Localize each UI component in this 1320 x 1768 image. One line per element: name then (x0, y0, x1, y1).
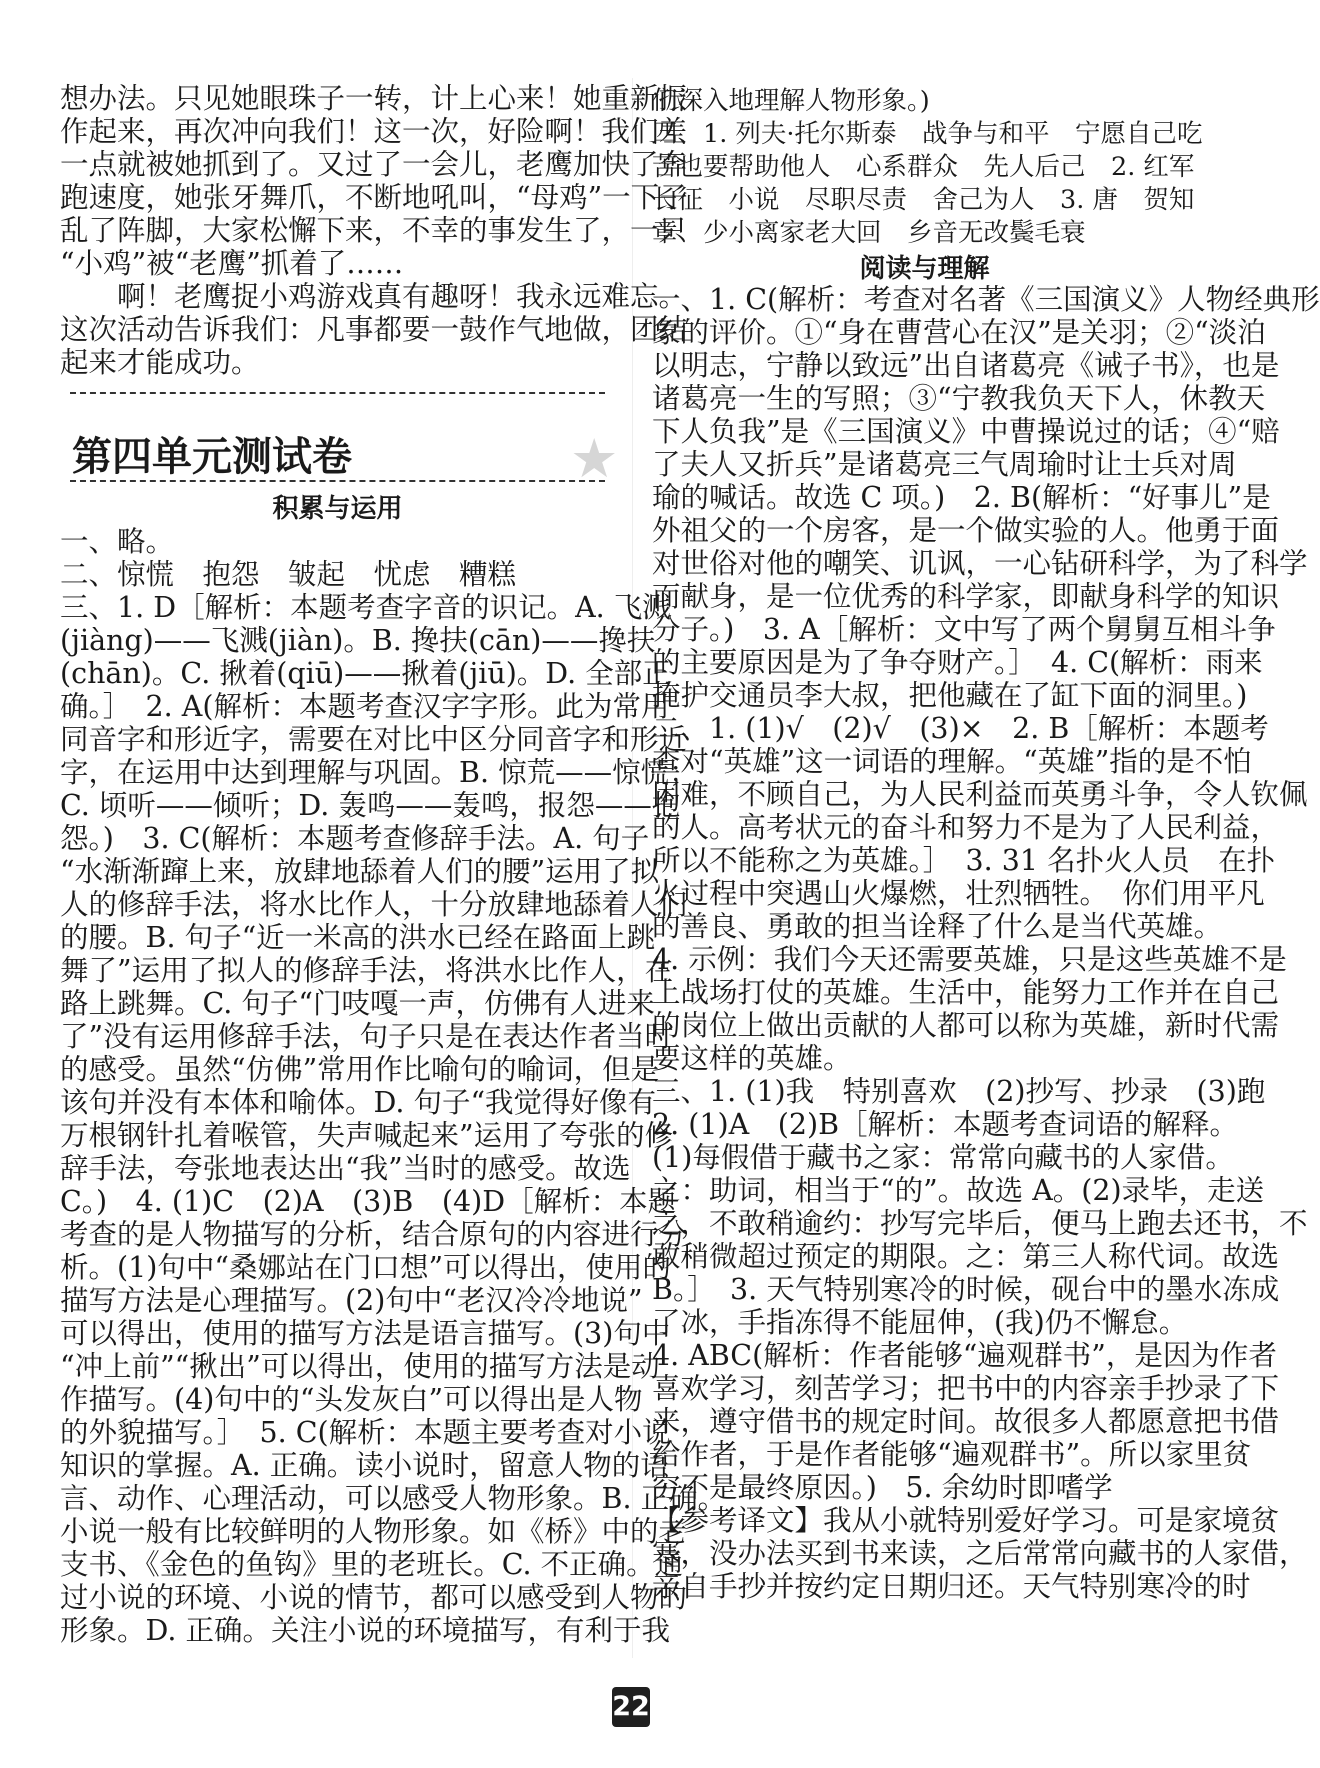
text-line: 喜欢学习，刻苦学习；把书中的内容亲手抄录了下 (652, 1372, 1280, 1405)
text-line: 知识的掌握。A. 正确。读小说时，留意人物的语 (60, 1449, 669, 1482)
text-line: 诸葛亮一生的写照；③“宁教我负天下人，休教天 (652, 382, 1266, 415)
text-line: 过小说的环境、小说的情节，都可以感受到人物的 (60, 1581, 688, 1614)
unit-title: 第四单元测试卷 (72, 434, 352, 480)
text-line: 描写方法是心理描写。(2)句中“老汉冷冷地说” (60, 1284, 643, 1317)
text-line: 人的修辞手法，将水比作人，十分放肆地舔着人们 (60, 888, 688, 921)
text-line: 一点就被她抓到了。又过了一会儿，老鹰加快了奔 (60, 148, 688, 181)
text-line: 了夫人又折兵”是诸葛亮三气周瑜时让士兵对周 (652, 448, 1237, 481)
text-line: 的善良、勇敢的担当诠释了什么是当代英雄。 (652, 910, 1223, 943)
text-line: 的感受。虽然“仿佛”常用作比喻句的喻词，但是 (60, 1053, 660, 1086)
text-line: 来，遵守借书的规定时间。故很多人都愿意把书借 (652, 1405, 1280, 1438)
text-line: 章 少小离家老大回 乡音无改鬓毛衰 (652, 218, 1086, 248)
text-line: 二、惊慌 抱怨 皱起 忧虑 糟糕 (60, 558, 517, 591)
text-line: 要这样的英雄。 (652, 1042, 852, 1075)
text-line: 2. (1)A (2)B［解析：本题考查词语的解释。 (652, 1108, 1239, 1141)
text-line: 的人。高考状元的奋斗和努力不是为了人民利益， (652, 811, 1280, 844)
text-line: 一、略。 (60, 525, 175, 558)
page-number: 22 (612, 1687, 650, 1727)
text-line: “水渐渐蹿上来，放肆地舔着人们的腰”运用了拟 (60, 855, 660, 888)
text-line: 【参考译文】我从小就特别爱好学习。可是家境贫 (652, 1504, 1280, 1537)
text-line: 而献身，是一位优秀的科学家，即献身科学的知识 (652, 580, 1280, 613)
text-line: 析。(1)句中“桑娜站在门口想”可以得出，使用的 (60, 1251, 672, 1284)
text-line: 敢稍微超过预定的期限。之：第三人称代词。故选 (652, 1240, 1280, 1273)
dashed-divider (70, 480, 605, 482)
text-line: 作起来，再次冲向我们！这一次，好险啊！我们差 (60, 115, 688, 148)
text-line: 火过程中突遇山火爆燃，壮烈牺牲。 你们用平凡 (652, 877, 1265, 910)
text-line: 穷不是最终原因。) 5. 余幼时即嗜学 (652, 1471, 1113, 1504)
text-line: 4. 示例：我们今天还需要英雄，只是这些英雄不是 (652, 943, 1287, 976)
text-line: 三、1. (1)我 特别喜欢 (2)抄写、抄录 (3)跑 (652, 1075, 1266, 1108)
text-line: 掩护交通员李大叔，把他藏在了缸下面的洞里。) (652, 679, 1248, 712)
text-line: 考查的是人物描写的分析，结合原句的内容进行分 (60, 1218, 688, 1251)
text-line: 所以不能称之为英雄。］ 3. 31 名扑火人员 在扑 (652, 844, 1276, 877)
text-line: 确。］ 2. A(解析：本题考查汉字字形。此为常用 (60, 690, 670, 723)
text-line: 苦也要帮助他人 心系群众 先人后己 2. 红军 (652, 152, 1195, 182)
text-line: 了冰，手指冻得不能屈伸，(我)仍不懈怠。 (652, 1306, 1188, 1339)
text-line: (1)每假借于藏书之家：常常向藏书的人家借。 (652, 1141, 1234, 1174)
text-line: C。) 4. (1)C (2)A (3)B (4)D［解析：本题 (60, 1185, 677, 1218)
text-line: 作描写。(4)句中的“头发灰白”可以得出是人物 (60, 1383, 643, 1416)
dashed-divider (70, 392, 605, 394)
text-line: 分子。) 3. A［解析：文中写了两个舅舅互相斗争 (652, 613, 1276, 646)
text-line: 查对“英雄”这一词语的理解。“英雄”指的是不怕 (652, 745, 1252, 778)
text-line: 形象。D. 正确。关注小说的环境描写，有利于我 (60, 1614, 670, 1647)
text-line: 可以得出，使用的描写方法是语言描写。(3)句中 (60, 1317, 671, 1350)
text-line: 怨。) 3. C(解析：本题考查修辞手法。A. 句子 (60, 822, 650, 855)
text-line: 支书、《金色的鱼钩》里的老班长。C. 不正确。通 (60, 1548, 684, 1581)
text-line: 啊！老鹰捉小鸡游戏真有趣呀！我永远难忘。 (60, 280, 688, 313)
text-line: B。］ 3. 天气特别寒冷的时候，砚台中的墨水冻成 (652, 1273, 1280, 1306)
text-line: 瑜的喊话。故选 C 项。) 2. B(解析：“好事儿”是 (652, 481, 1271, 514)
text-line: 的主要原因是为了争夺财产。］ 4. C(解析：雨来 (652, 646, 1263, 679)
text-line: “冲上前”“揪出”可以得出，使用的描写方法是动 (60, 1350, 660, 1383)
text-line: 字，在运用中达到理解与巩固。B. 惊荒——惊慌； (60, 756, 698, 789)
text-line: 路上跳舞。C. 句子“门吱嘎一声，仿佛有人进来 (60, 987, 655, 1020)
text-line: 寒，没办法买到书来读，之后常常向藏书的人家借， (652, 1537, 1308, 1570)
text-line: 给作者，于是作者能够“遍观群书”。所以家里贫 (652, 1438, 1252, 1471)
text-line: 一、1. C(解析：考查对名著《三国演义》人物经典形 (652, 283, 1320, 316)
text-line: 的外貌描写。］ 5. C(解析：本题主要考查对小说 (60, 1416, 671, 1449)
text-line: 起来才能成功。 (60, 346, 260, 379)
text-line: 跑速度，她张牙舞爪，不断地吼叫，“母鸡”一下子 (60, 181, 688, 214)
text-line: 上战场打仗的英雄。生活中，能努力工作并在自己 (652, 976, 1280, 1009)
text-line: “小鸡”被“老鹰”抓着了…… (60, 247, 404, 280)
star-icon: ★ (570, 427, 619, 490)
text-line: 同音字和形近字，需要在对比中区分同音字和形近 (60, 723, 688, 756)
text-line: 舞了”运用了拟人的修辞手法，将洪水比作人，在 (60, 954, 674, 987)
text-line: 象的评价。①“身在曹营心在汉”是关羽；②“淡泊 (652, 316, 1266, 349)
text-line: 二、1. (1)√ (2)√ (3)× 2. B［解析：本题考 (652, 712, 1269, 745)
text-line: 言、动作、心理活动，可以感受人物形象。B. 正确。 (60, 1482, 727, 1515)
text-line: 以明志，宁静以致远”出自诸葛亮《诫子书》，也是 (652, 349, 1280, 382)
text-line: 的腰。B. 句子“近一米高的洪水已经在路面上跳 (60, 921, 656, 954)
text-line: 三、1. D［解析：本题考查字音的识记。A. 飞溅 (60, 591, 671, 624)
text-line: 对世俗对他的嘲笑、讥讽，一心钻研科学，为了科学 (652, 547, 1308, 580)
text-line: 之，不敢稍逾约：抄写完毕后，便马上跑去还书，不 (652, 1207, 1308, 1240)
text-line: C. 顷听——倾听；D. 轰鸣——轰鸣，报怨——抱 (60, 789, 681, 822)
text-line: 困难，不顾自己，为人民利益而英勇斗争，令人钦佩 (652, 778, 1308, 811)
text-line: 的岗位上做出贡献的人都可以称为英雄，新时代需 (652, 1009, 1280, 1042)
text-line: 乱了阵脚，大家松懈下来，不幸的事发生了，一只 (60, 214, 688, 247)
text-line: 四、1. 列夫·托尔斯泰 战争与和平 宁愿自己吃 (652, 119, 1203, 149)
text-line: 长征 小说 尽职尽责 舍己为人 3. 唐 贺知 (652, 185, 1195, 215)
text-line: (jiàng)——飞溅(jiàn)。B. 搀扶(cān)——搀扶 (60, 624, 656, 657)
text-line: 想办法。只见她眼珠子一转，计上心来！她重新振 (60, 82, 688, 115)
text-line: 4. ABC(解析：作者能够“遍观群书”，是因为作者 (652, 1339, 1277, 1372)
text-line: 们深入地理解人物形象。) (652, 86, 930, 116)
text-line: 了”没有运用修辞手法，句子只是在表达作者当时 (60, 1020, 674, 1053)
section-heading: 阅读与理解 (859, 254, 990, 284)
text-line: 小说一般有比较鲜明的人物形象。如《桥》中的老 (60, 1515, 688, 1548)
section-heading: 积累与运用 (272, 494, 403, 524)
text-line: 这次活动告诉我们：凡事都要一鼓作气地做，团结 (60, 313, 688, 346)
text-line: 该句并没有本体和喻体。D. 句子“我觉得好像有 (60, 1086, 657, 1119)
text-line: 辞手法，夸张地表达出“我”当时的感受。故选 (60, 1152, 631, 1185)
text-line: (chān)。C. 揪着(qiū)——揪着(jiū)。D. 全部正 (60, 657, 671, 690)
text-line: 万根钢针扎着喉管，失声喊起来”运用了夸张的修 (60, 1119, 674, 1152)
text-line: 外祖父的一个房客，是一个做实验的人。他勇于面 (652, 514, 1280, 547)
text-line: 之：助词，相当于“的”。故选 A。(2)录毕，走送 (652, 1174, 1265, 1207)
text-line: 下人负我”是《三国演义》中曹操说过的话；④“赔 (652, 415, 1280, 448)
text-line: 亲自手抄并按约定日期归还。天气特别寒冷的时 (652, 1570, 1251, 1603)
